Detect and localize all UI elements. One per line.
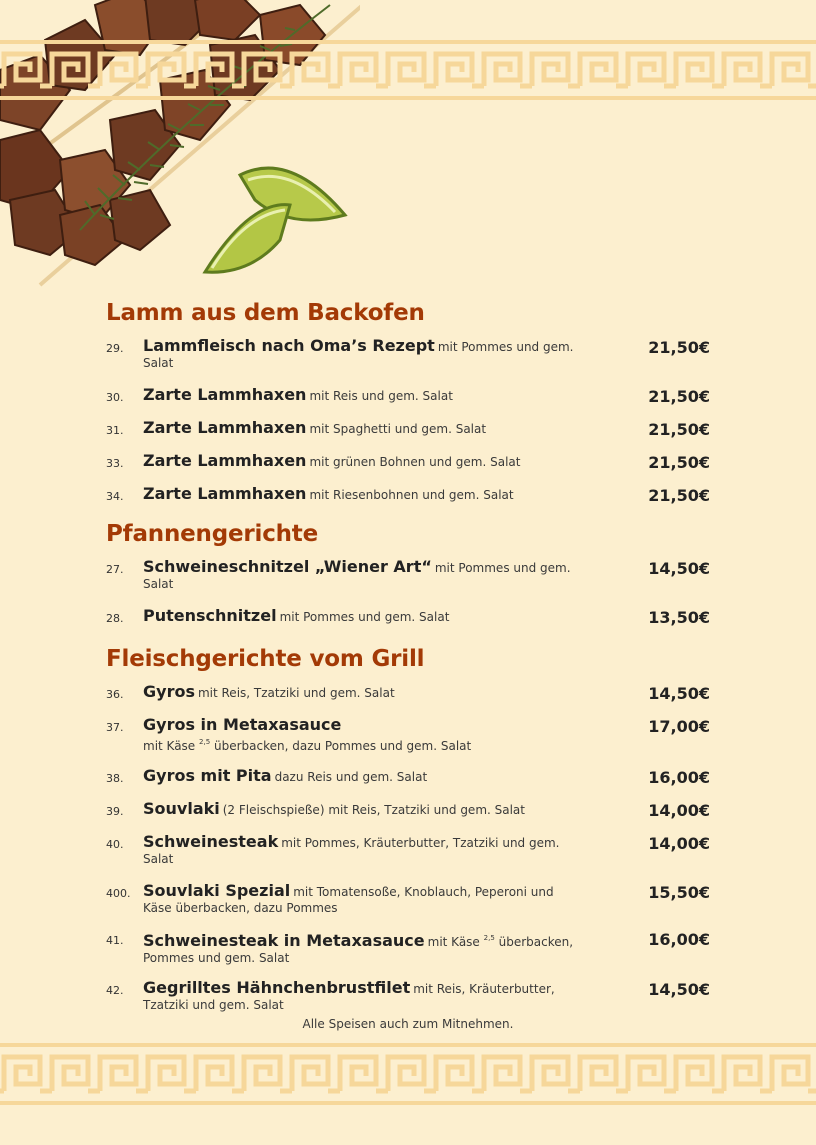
item-price: 21,50€ (648, 486, 710, 505)
item-description: mit Pommes und gem. Salat (279, 610, 450, 624)
menu-item (106, 338, 716, 371)
item-description: dazu Reis und gem. Salat (274, 770, 428, 784)
item-description: mit Käse (143, 739, 196, 753)
item-description: mit Pommes, Kräuterbutter, Tzatziki und gem. Salat (143, 836, 560, 866)
menu-item (106, 883, 716, 916)
item-name: Zarte Lammhaxen (143, 451, 307, 470)
item-number: 28. (106, 612, 124, 625)
menu-item (106, 387, 716, 404)
item-description: mit Spaghetti und gem. Salat (309, 422, 487, 436)
item-name: Lammfleisch nach Oma’s Rezept (143, 336, 435, 355)
item-number: 30. (106, 391, 124, 404)
menu-item (106, 717, 716, 754)
section-title: Fleischgerichte vom Grill (106, 646, 425, 672)
item-number: 37. (106, 721, 124, 734)
item-number: 27. (106, 563, 124, 576)
item-price: 14,00€ (648, 834, 710, 853)
item-name: Schweinesteak in Metaxasauce (143, 931, 425, 950)
item-description: überbacken, (498, 935, 574, 949)
item-number: 41. (106, 934, 124, 947)
section-title: Lamm aus dem Backofen (106, 300, 425, 326)
item-description: mit Käse (427, 935, 480, 949)
item-description: mit Tomatensoße, Knoblauch, Peperoni und (293, 885, 554, 899)
item-number: 33. (106, 457, 124, 470)
item-description: mit grünen Bohnen und gem. Salat (309, 455, 521, 469)
item-price: 15,50€ (648, 883, 710, 902)
item-price: 14,50€ (648, 980, 710, 999)
section-grill (106, 644, 716, 1013)
item-name: Zarte Lammhaxen (143, 418, 307, 437)
item-price: 21,50€ (648, 338, 710, 357)
item-name: Schweinesteak (143, 832, 279, 851)
item-number: 400. (106, 887, 131, 900)
item-number: 29. (106, 342, 124, 355)
menu-item (106, 608, 716, 625)
item-name: Souvlaki Spezial (143, 881, 291, 900)
item-price: 21,50€ (648, 453, 710, 472)
item-description: mit Pommes und gem. Salat (143, 561, 571, 591)
section-title: Pfannengerichte (106, 521, 318, 547)
allergen-note: 2,5 (483, 934, 495, 942)
item-name: Gegrilltes Hähnchenbrustfilet (143, 978, 411, 997)
item-price: 17,00€ (648, 717, 710, 736)
item-name: Putenschnitzel (143, 606, 277, 625)
item-number: 40. (106, 838, 124, 851)
item-description-line2: Käse überbacken, dazu Pommes (143, 901, 338, 915)
item-description: mit Pommes und gem. Salat (143, 340, 574, 370)
item-price: 14,00€ (648, 801, 710, 820)
item-number: 38. (106, 772, 124, 785)
item-description: mit Riesenbohnen und gem. Salat (309, 488, 514, 502)
item-number: 31. (106, 424, 124, 437)
menu-item (106, 486, 716, 503)
item-description: mit Reis, Kräuterbutter, (413, 982, 555, 996)
item-description: mit Reis und gem. Salat (309, 389, 453, 403)
item-description-line2: Tzatziki und gem. Salat (143, 998, 284, 1012)
item-name: Souvlaki (143, 799, 220, 818)
greek-key-border-bottom (0, 1043, 816, 1105)
menu-item (106, 453, 716, 470)
item-number: 36. (106, 688, 124, 701)
allergen-note: 2,5 (199, 738, 211, 746)
menu-item (106, 768, 716, 785)
item-number: 39. (106, 805, 124, 818)
item-price: 21,50€ (648, 420, 710, 439)
item-name: Zarte Lammhaxen (143, 385, 307, 404)
item-name: Gyros (143, 682, 195, 701)
item-description: mit Reis, Tzatziki und gem. Salat (197, 686, 395, 700)
item-price: 14,50€ (648, 684, 710, 703)
takeaway-note: Alle Speisen auch zum Mitnehmen. (302, 1017, 514, 1031)
item-price: 14,50€ (648, 559, 710, 578)
item-name: Gyros mit Pita (143, 766, 272, 785)
item-description: überbacken, dazu Pommes und gem. Salat (214, 739, 472, 753)
greek-key-border-top (0, 40, 816, 100)
item-name: Schweineschnitzel „Wiener Art“ (143, 557, 432, 576)
section-lamm (106, 298, 716, 503)
item-name: Gyros in Metaxasauce (143, 715, 342, 734)
menu-item (106, 684, 716, 701)
item-price: 16,00€ (648, 930, 710, 949)
menu-item (106, 801, 716, 818)
item-name: Zarte Lammhaxen (143, 484, 307, 503)
menu-item (106, 834, 716, 867)
item-number: 34. (106, 490, 124, 503)
menu-item (106, 559, 716, 592)
item-price: 16,00€ (648, 768, 710, 787)
menu-item (106, 980, 716, 1013)
item-price: 21,50€ (648, 387, 710, 406)
item-description-line2: Pommes und gem. Salat (143, 951, 290, 965)
item-description: (2 Fleischspieße) mit Reis, Tzatziki und gem. Salat (222, 803, 525, 817)
section-pfannengerichte (106, 519, 716, 625)
item-price: 13,50€ (648, 608, 710, 627)
menu-item (106, 930, 716, 966)
menu-item (106, 420, 716, 437)
item-number: 42. (106, 984, 124, 997)
